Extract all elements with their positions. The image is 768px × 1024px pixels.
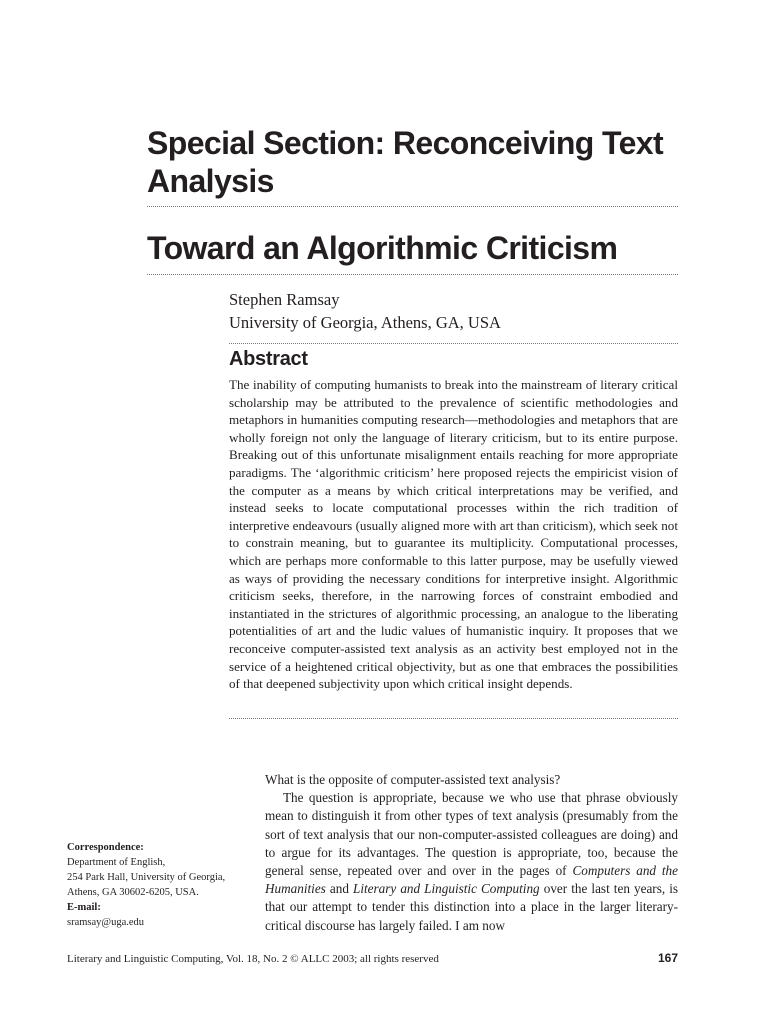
footer-citation: Literary and Linguistic Computing, Vol. 18, No. 2 © ALLC 2003; all rights reserved: [67, 953, 439, 965]
author-affiliation: University of Georgia, Athens, GA, USA: [229, 313, 501, 332]
author-divider: [229, 343, 678, 344]
page-number: 167: [657, 951, 678, 965]
abstract-divider: [229, 718, 678, 719]
abstract-text: The inability of computing humanists to break into the mainstream of literary critical scholarship may be attributed to the prevalence of scientific methodologies and metaphors in humanities computing research—methodologies and metaphors that are wholly foreign not only the language of literary criticism, but to its entire purpose. Breaking out of this unfortunate misalignment entails reaching for more appropriate paradigms. The ‘algorithmic criticism’ here proposed rejects the empiricist vision of the computer as a means by which critical interpretations may be verified, and instead seeks to locate computational processes within the rich tradition of interpretive endeavours (usually aligned more with art than criticism), which seek not to constrain meaning, but to guarantee its multiplicity. Computational processes, which are perhaps more conformable to this latter purpose, may be usefully viewed as ways of providing the necessary conditions for interpretive insight. Algorithmic criticism seeks, therefore, in the narrowing forces of constraint embodied and instantiated in the strictures of algorithmic processing, an analogue to the liberating potentialities of art and the ludic values of humanistic inquiry. It proposes that we reconceive computer-assisted text analysis as an activity best employed not in the service of a heightened critical objectivity, but as one that embraces the possibilities of that deepened subjectivity upon which critical insight depends.: [229, 377, 678, 692]
author-name: Stephen Ramsay: [229, 290, 340, 309]
journal-title-llc: Literary and Linguistic Computing: [353, 881, 540, 897]
body-text: [265, 771, 678, 935]
body-paragraph-1: What is the opposite of computer-assisted text analysis?: [265, 772, 561, 787]
body-paragraph-2-start: The question is appropriate, because we who use that phrase obviously mean to distinguish it from other types of text analysis (presumably from the sort of text analysis that our non-computer-assisted colleagues are doing) and to argue for its advantages. The question is appropriate, too, because the general sense, repeated over and over in the pages of: [265, 790, 678, 879]
title-divider: [147, 206, 678, 207]
section-title: Special Section: Reconceiving Text Analysis: [147, 125, 664, 199]
correspondence-block: [67, 840, 247, 930]
journal-title-chum: Computers and the Humanities: [265, 863, 678, 897]
correspondence-address-line: Department of English,: [67, 857, 166, 868]
email-label: E-mail:: [67, 902, 101, 913]
abstract-heading: Abstract: [229, 348, 308, 370]
article-title-divider: [147, 274, 678, 275]
correspondence-label: Correspondence:: [67, 842, 144, 853]
correspondence-address-line: 254 Park Hall, University of Georgia,: [67, 872, 226, 883]
email-address[interactable]: sramsay@uga.edu: [67, 917, 145, 928]
article-title: Toward an Algorithmic Criticism: [147, 230, 618, 266]
body-paragraph-2: [265, 789, 678, 935]
correspondence-address-line: Athens, GA 30602-6205, USA.: [67, 887, 199, 898]
body-paragraph-2-and: and: [325, 881, 354, 897]
body-paragraph-2-end: over the last ten years, is that our attempt to tender this distinction into a place in the larger literary-critical discourse has largely failed. I am now: [265, 881, 678, 933]
